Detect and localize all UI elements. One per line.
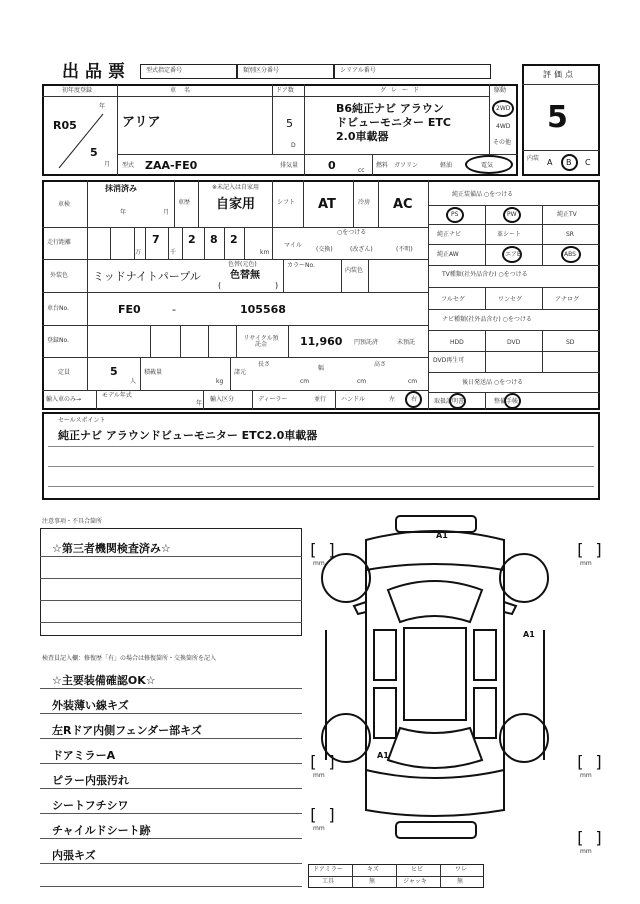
recycle-amount: 11,960 [300,335,343,348]
recycle-status: 未預託 [397,339,416,346]
doors-label: ドア数 [276,87,294,94]
displacement-label: 排気量 [280,162,299,169]
navi-dvd[interactable]: DVD [507,339,521,346]
color-label: 外装色 [50,272,69,279]
class-number-label: 類別区分番号 [243,67,280,74]
meter-mile[interactable]: マイル [284,242,302,249]
first-reg-month: 5 [90,146,98,159]
legend-value-none-2: 無 [457,878,464,885]
inspector-item-5: ピラー内張汚れ [52,774,129,787]
inspector-label: 検査員記入欄：修復歴「有」の場合は修復箇所・交換箇所を記入 [42,655,217,662]
first-reg-label: 初年度登録 [62,87,93,94]
tv-analog[interactable]: アナログ [555,296,580,303]
meter-exchange[interactable]: (交換) [316,246,333,253]
shift-value: AT [318,197,336,212]
inspector-item-3: 左Rドア内側フェンダー部キズ [52,724,202,737]
mileage-digit-1: 7 [152,233,160,246]
rear-bumper-left-bracket: [ ] [308,805,337,824]
chassis-prefix: FE0 [118,303,141,316]
reg-no-label: 登録No. [47,337,69,344]
interior-grade-a[interactable]: A [547,158,553,167]
fuel-electric[interactable]: 電気 [481,162,494,169]
score-value: 5 [547,100,568,135]
capacity-value: 5 [110,365,118,378]
rear-bumper-right-mm: mm [580,848,592,855]
color-change-label: 色替(元色) [228,261,257,268]
color-change-paren-close: ) [275,281,279,290]
later-manual[interactable]: 取扱説明書 [434,398,465,405]
equip-sr[interactable]: SR [566,231,574,238]
chassis-dash: - [172,303,176,316]
car-damage-diagram [318,510,550,860]
man-unit: 万 [135,249,142,256]
shaken-month-unit: 月 [163,209,170,216]
meter-note: ○をつける [337,229,367,236]
tv-title: TV種類(社外品含む) ○をつける [442,271,528,278]
height-label: 高さ [374,361,387,368]
first-reg-era: R05 [53,119,77,132]
doors-value: 5 [286,117,293,130]
interior-grade-label: 内装 [527,155,540,162]
mileage-digit-2: 2 [188,233,196,246]
legend-value-jack: ジャッキ [403,878,427,885]
inspector-item-2: 外装薄い線キズ [52,699,129,712]
front-left-mm: mm [313,560,325,567]
color-value: ミッドナイトパープル [93,270,201,283]
height-cm: cm [408,378,418,385]
displacement-value: 0 [328,159,336,172]
rear-left-mm: mm [313,772,325,779]
shaken-value: 抹消済み [105,184,137,193]
notes-label: 注意事項・不具合箇所 [42,518,103,525]
length-label: 長さ [258,361,271,368]
dims-label: 諸元 [234,369,247,376]
equip-abs[interactable]: ABS [564,251,576,258]
import-type-parallel[interactable]: 並行 [314,396,327,403]
width-cm: cm [357,378,367,385]
damage-mark-right-door: A1 [523,630,535,639]
tv-oneseg[interactable]: ワンセグ [498,296,523,303]
sales-point-text: 純正ナビ アラウンドビューモニター ETC2.0車載器 [58,429,318,442]
drive-label: 駆動 [494,87,507,94]
interior-color-label: 内装色 [345,267,364,274]
equip-genuine-tv[interactable]: 純正TV [557,211,577,218]
rear-right-bracket: [ ] [575,752,604,771]
rear-bumper-right-bracket: [ ] [575,828,604,847]
fuel-label: 燃料 [376,162,389,169]
ac-value: AC [393,197,413,212]
damage-mark-front: A1 [436,531,448,540]
grade-line1: B6純正ナビ アラウン [336,102,444,115]
cc-unit: cc [358,167,365,174]
usage-note: ※未記入は自家用 [212,184,260,191]
rear-right-mm: mm [580,772,592,779]
legend-value-none-1: 無 [369,878,376,885]
model-value: ZAA-FE0 [145,159,198,172]
front-right-bracket: [ ] [575,540,604,559]
chassis-label: 車台No. [47,305,69,312]
equip-pw[interactable]: PW [507,211,517,218]
type-designation-label: 型式指定番号 [146,67,183,74]
load-label: 積載量 [144,369,163,376]
mileage-label: 走行距離 [47,239,72,246]
drive-4wd[interactable]: 4WD [496,123,511,130]
interior-grade-c[interactable]: C [585,158,591,167]
legend-header-mirror: ドアミラー [313,866,343,873]
capacity-unit: 人 [130,378,137,385]
inspector-item-4: ドアミラーA [52,749,116,762]
equip-genuine-aw[interactable]: 純正AW [437,251,459,258]
serial-number-label: シリアル番号 [340,67,376,74]
year-unit: 年 [99,103,106,110]
page-title: 出品票 [62,62,131,82]
interior-grade-b[interactable]: B [566,158,572,167]
recycle-label: リサイクル預託金 [243,335,279,348]
note-item-1: ☆第三者機関検査済み☆ [52,542,171,555]
later-title: 後日発送品 ○をつける [462,379,524,386]
shaken-label: 車検 [58,201,71,208]
color-change-value: 色替無 [230,270,260,281]
grade-line2: ドビューモニター ETC [336,116,451,129]
kg-unit: kg [216,378,224,385]
equip-genuine-navi[interactable]: 純正ナビ [437,231,462,238]
inspector-item-1: ☆主要装備確認OK☆ [52,674,156,687]
car-name-label: 車名 [170,87,199,94]
model-year-unit: 年 [196,400,203,407]
equip-ps[interactable]: PS [451,211,459,218]
date-slash-icon [55,112,107,172]
fuel-gasoline[interactable]: ガソリン [394,162,419,169]
import-type-label: 輸入区分 [210,396,235,403]
inspector-item-6: シートフチシワ [52,799,129,812]
sales-point-label: セールスポイント [58,417,106,424]
legend-value-tools: 工具 [322,878,335,885]
handle-label: ハンドル [341,396,366,403]
ac-label: 冷房 [358,199,371,206]
model-year-label: モデル年式 [102,392,132,399]
equip-leather-seat[interactable]: 革シート [497,231,522,238]
grade-label: グレード [380,87,425,94]
grade-line3: 2.0車載器 [336,130,389,143]
mileage-digit-4: 2 [230,233,238,246]
handle-right[interactable]: 右 [411,396,418,403]
width-label: 幅 [318,365,325,372]
navi-title: ナビ種類(社外品含む) ○をつける [442,316,532,323]
front-left-bracket: [ ] [308,540,337,559]
damage-mark-left-rear: A1 [377,751,389,760]
handle-left[interactable]: 左 [389,396,396,403]
later-maintenance[interactable]: 整備手帳 [494,398,519,405]
shaken-year-unit: 年 [120,209,127,216]
import-label: 輸入車のみ→ [46,396,82,403]
color-change-paren-open: ( [218,281,222,290]
meter-tampered[interactable]: (改ざん) [350,246,373,253]
km-unit: km [260,249,270,256]
navi-hdd[interactable]: HDD [450,339,464,346]
drive-2wd[interactable]: 2WD [496,105,511,112]
fuel-diesel[interactable]: 軽油 [440,162,453,169]
legend-header-crack: ヒビ [411,866,424,873]
tv-fullseg[interactable]: フルセグ [441,296,465,303]
recycle-unit: 円預託済 [354,339,379,346]
usage-label: 車歴 [178,199,191,206]
score-label: 評価点 [543,70,576,79]
genuine-title: 純正装備品 ○をつける [452,191,514,198]
navi-sd[interactable]: SD [566,339,575,346]
front-right-mm: mm [580,560,592,567]
inspector-item-8: 内張キズ [52,849,96,862]
usage-value: 自家用 [216,197,256,212]
rear-left-bracket: [ ] [308,752,337,771]
shift-label: シフト [277,199,296,206]
color-no-label: カラーNo. [287,262,315,269]
sen-unit: 千 [170,249,177,256]
chassis-number: 105568 [240,303,286,316]
mileage-digit-3: 8 [210,233,218,246]
rear-bumper-left-mm: mm [313,825,325,832]
dvd-playback-label: DVD再生可 [433,357,465,364]
equip-airbag[interactable]: エアB [505,251,522,258]
meter-unknown[interactable]: (不明) [396,246,413,253]
car-name: アリア [122,115,161,130]
import-type-dealer[interactable]: ディーラー [258,396,288,403]
length-cm: cm [300,378,310,385]
legend-header-break: ワレ [455,866,468,873]
door-unit: D [291,142,296,149]
legend-header-scratch: キズ [367,866,379,873]
inspector-item-7: チャイルドシート跡 [52,824,151,837]
capacity-label: 定員 [58,369,71,376]
month-unit: 月 [104,161,111,168]
drive-other[interactable]: その他 [493,139,512,146]
model-label: 型式 [122,162,135,169]
